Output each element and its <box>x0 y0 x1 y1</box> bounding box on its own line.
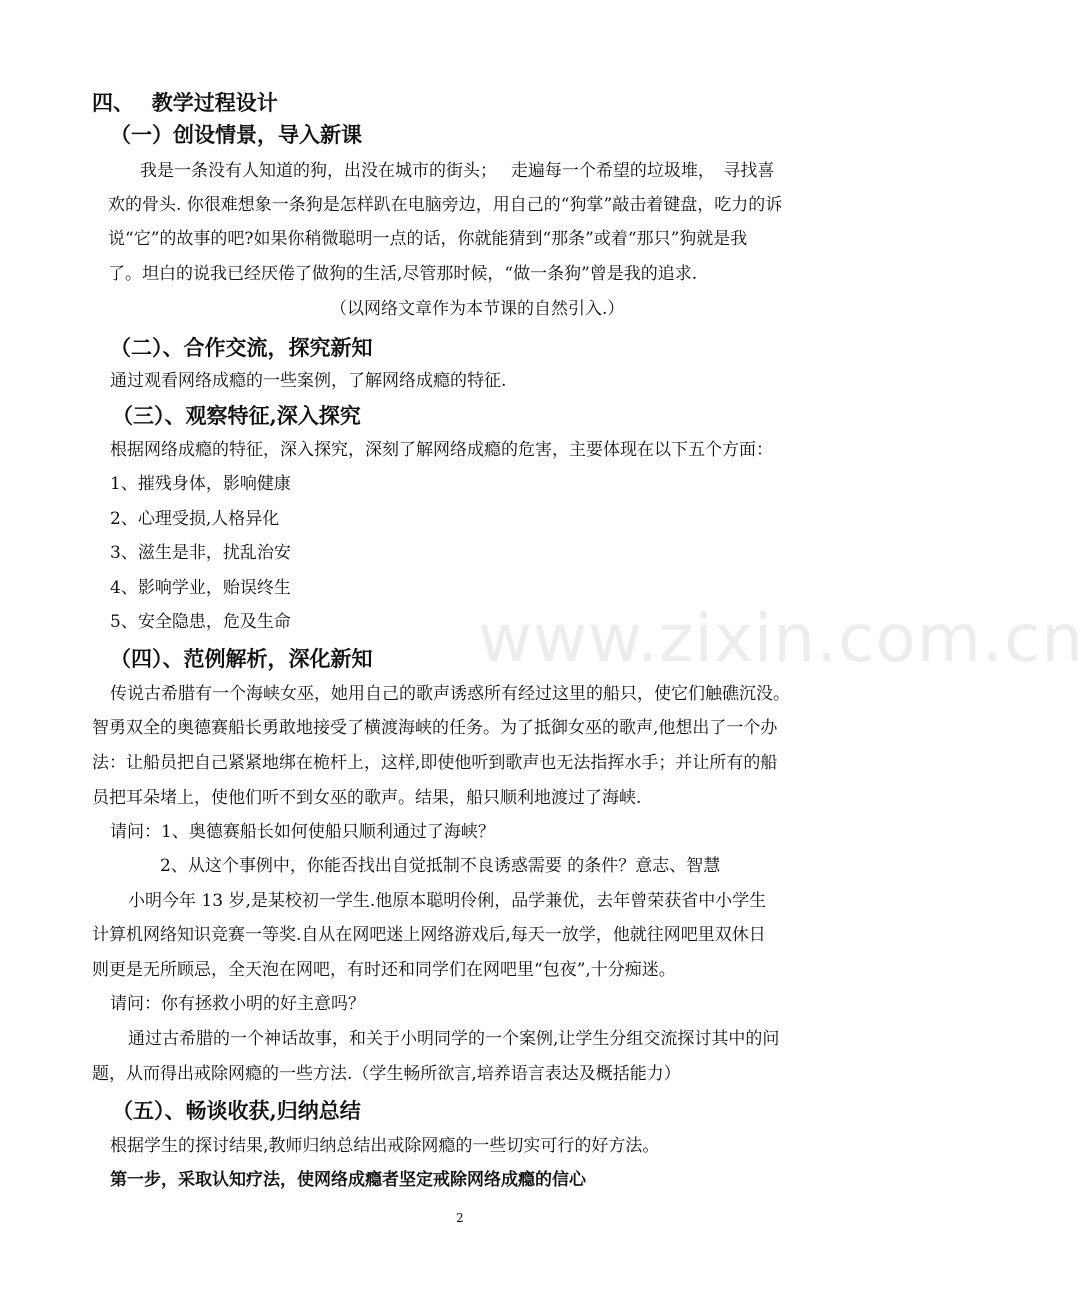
list-item-3: 3、滋生是非，扰乱治安 <box>110 543 291 563</box>
section-1-note: （以网络文章作为本节课的自然引入.） <box>330 299 625 319</box>
list-item-1: 1、摧残身体，影响健康 <box>110 474 291 494</box>
section-1-line-1: 我是一条没有人知道的狗，出没在城市的街头； 走遍每一个希望的垃圾堆， 寻找喜 <box>140 161 775 181</box>
list-item-4: 4、影响学业，贻误终生 <box>110 578 291 598</box>
summary-line-2: 题，从而得出戒除网瘾的一些方法.（学生畅所欲言,培养语言表达及概括能力） <box>92 1064 681 1084</box>
main-heading: 四、 教学过程设计 <box>92 90 278 115</box>
section-4-line-3: 法：让船员把自己紧紧地绑在桅杆上，这样,即使他听到歌声也无法指挥水手；并让所有的船 <box>92 753 778 773</box>
list-item-2: 2、心理受损,人格异化 <box>110 509 280 529</box>
section-2-heading: （二）、合作交流，探究新知 <box>110 335 373 360</box>
section-4-heading: （四）、范例解析，深化新知 <box>110 646 373 671</box>
case-line-2: 计算机网络知识竞赛一等奖.自从在网吧迷上网络游戏后,每天一放学，他就往网吧里双休日 <box>92 925 766 945</box>
section-2-line-1: 通过观看网络成瘾的一些案例，了解网络成瘾的特征. <box>110 371 507 391</box>
section-5-heading: （五）、畅谈收获,归纳总结 <box>112 1098 361 1123</box>
case-line-3: 则更是无所顾忌，全天泡在网吧，有时还和同学们在网吧里“包夜”,十分痴迷。 <box>92 960 676 980</box>
section-5-line-1: 根据学生的探讨结果,教师归纳总结出戒除网瘾的一些切实可行的好方法。 <box>110 1136 660 1156</box>
section-4-line-4: 员把耳朵堵上，使他们听不到女巫的歌声。结果，船只顺利地渡过了海峡. <box>92 788 642 808</box>
section-4-line-2: 智勇双全的奥德赛船长勇敢地接受了横渡海峡的任务。为了抵御女巫的歌声,他想出了一个办 <box>92 718 778 738</box>
list-item-5: 5、安全隐患，危及生命 <box>110 612 291 632</box>
section-1-line-2: 欢的骨头. 你很难想象一条狗是怎样趴在电脑旁边，用自己的“狗掌”敲击着键盘，吃力的诉 <box>108 195 783 215</box>
question-1: 请问：1、奥德赛船长如何使船只顺利通过了海峡？ <box>110 822 495 842</box>
section-1-line-3: 说“它”的故事的吧?如果你稍微聪明一点的话，你就能猜到“那条”或着“那只”狗就是我 <box>108 229 748 249</box>
section-1-line-4: 了。坦白的说我已经厌倦了做狗的生活,尽管那时候，“做一条狗”曾是我的追求. <box>108 264 698 284</box>
section-4-line-1: 传说古希腊有一个海峡女巫，她用自己的歌声诱惑所有经过这里的船只，使它们触礁沉没。 <box>110 684 790 704</box>
section-3-heading: （三）、观察特征,深入探究 <box>112 403 361 428</box>
case-line-1: 小明今年 13 岁,是某校初一学生.他原本聪明伶俐，品学兼优，去年曾荣获省中小学生 <box>128 891 767 911</box>
summary-line-1: 通过古希腊的一个神话故事，和关于小明同学的一个案例,让学生分组交流探讨其中的问 <box>128 1029 780 1049</box>
page-number: 2 <box>456 1211 464 1225</box>
question-3: 请问：你有拯救小明的好主意吗？ <box>110 994 365 1014</box>
watermark: www.zixin.com.cn <box>478 600 1084 677</box>
section-1-heading: （一）创设情景，导入新课 <box>110 122 362 147</box>
question-2: 2、从这个事例中，你能否找出自觉抵制不良诱惑需要 的条件？意志、智慧 <box>160 856 721 876</box>
section-5-bold-line: 第一步，采取认知疗法，使网络成瘾者坚定戒除网络成瘾的信心 <box>110 1170 586 1190</box>
section-3-line-1: 根据网络成瘾的特征，深入探究，深刻了解网络成瘾的危害，主要体现在以下五个方面： <box>110 440 773 460</box>
